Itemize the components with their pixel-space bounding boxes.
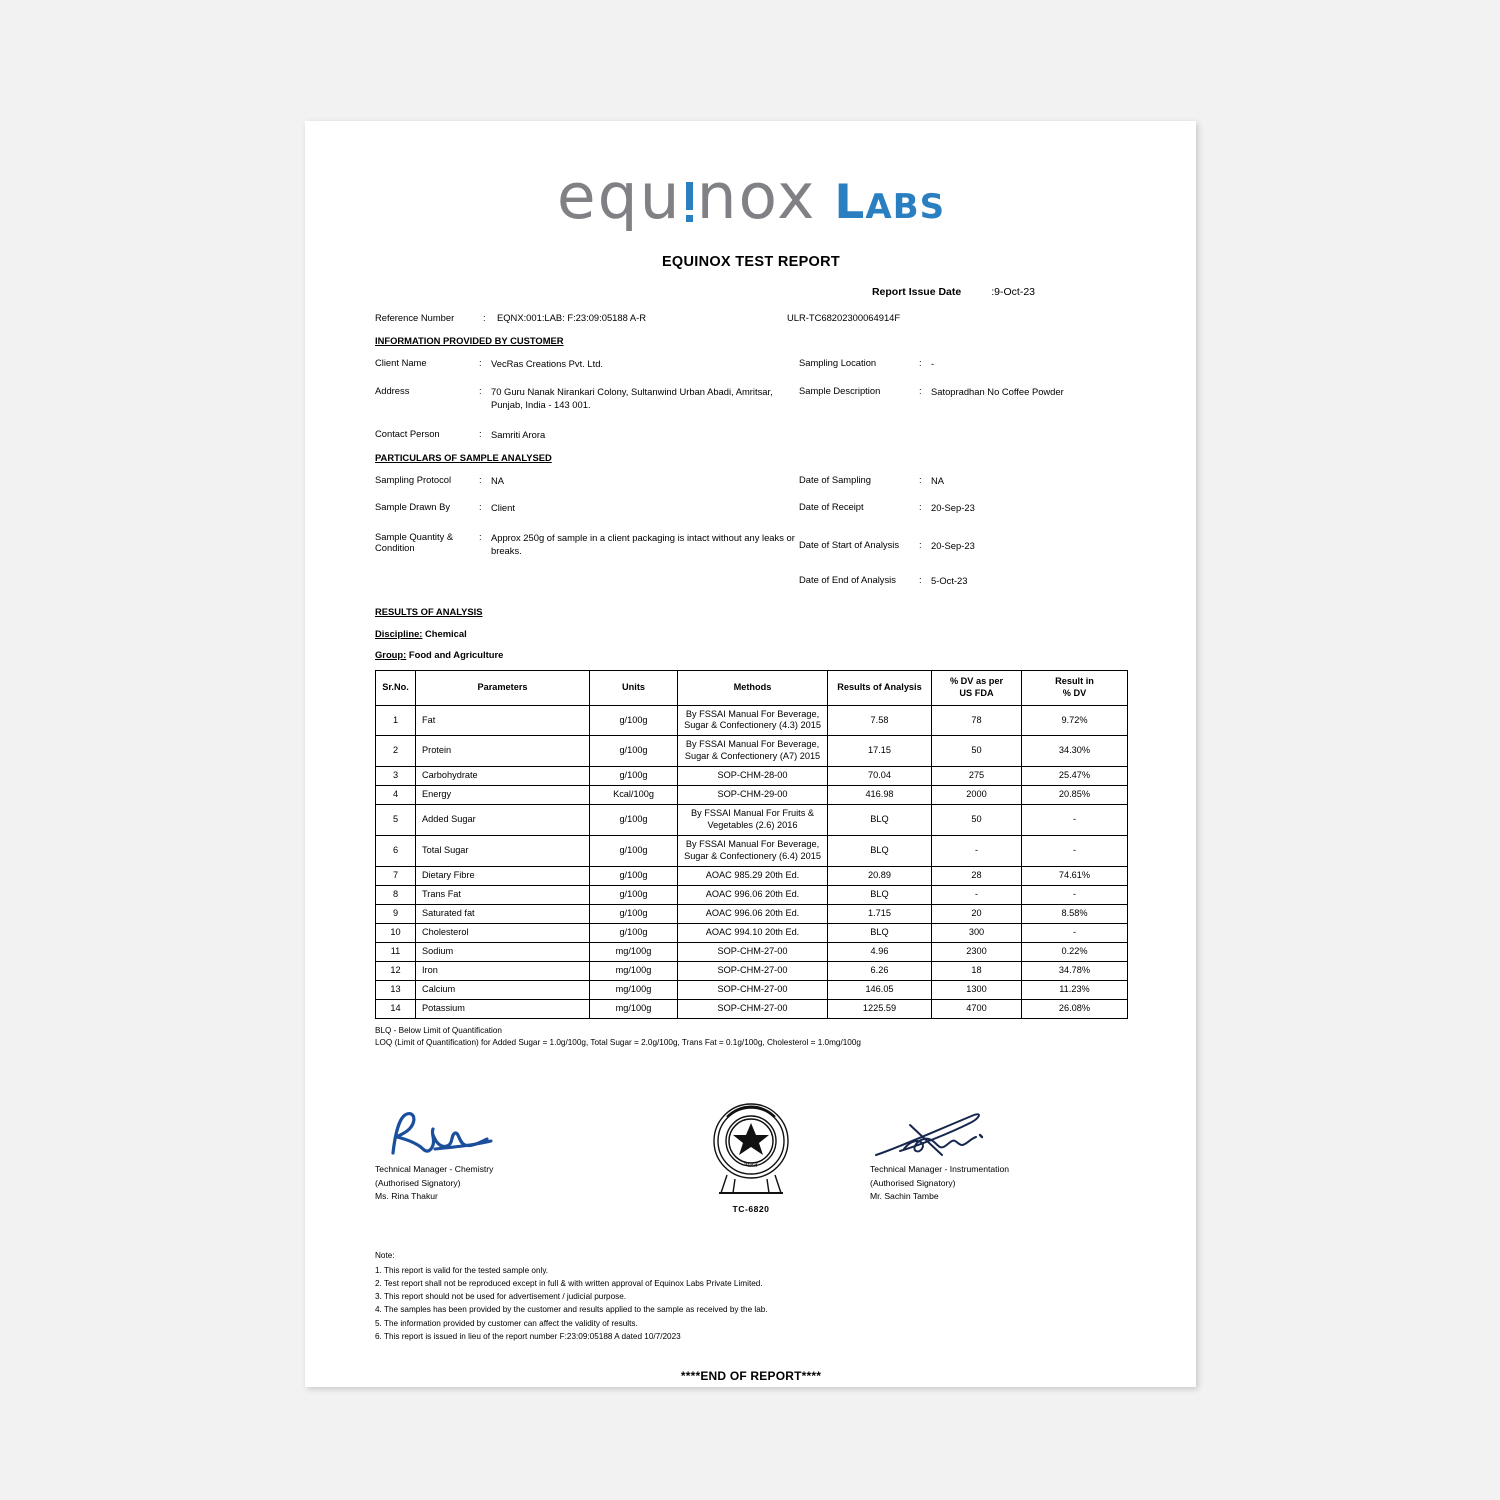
cell-result-dv: 25.47% xyxy=(1022,767,1128,786)
col-header-dv-line2: US FDA xyxy=(959,687,994,698)
cell-sr: 4 xyxy=(376,786,416,805)
table-footnotes xyxy=(375,1025,1127,1050)
cell-method: AOAC 996.06 20th Ed. xyxy=(678,886,828,905)
cell-result: 70.04 xyxy=(828,767,932,786)
table-row xyxy=(376,942,1128,961)
cell-dv: 2300 xyxy=(932,942,1022,961)
colon: : xyxy=(919,357,922,368)
particulars-block xyxy=(375,474,1127,588)
cell-dv: 20 xyxy=(932,904,1022,923)
sample-description-label: Sample Description xyxy=(799,384,881,396)
discipline-label: Discipline: xyxy=(375,627,423,639)
group-row xyxy=(375,649,1127,660)
colon: : xyxy=(919,574,922,585)
cell-result: BLQ xyxy=(828,836,932,867)
cell-units: g/100g xyxy=(590,736,678,767)
date-of-receipt-label: Date of Receipt xyxy=(799,501,864,513)
col-header-units: Units xyxy=(590,670,678,705)
colon: : xyxy=(919,538,922,550)
cell-result-dv: - xyxy=(1022,805,1128,836)
contact-person-value: Samriti Arora xyxy=(491,428,546,440)
cell-method: SOP-CHM-28-00 xyxy=(678,767,828,786)
client-name-label: Client Name xyxy=(375,357,427,368)
cell-result: BLQ xyxy=(828,886,932,905)
table-row xyxy=(376,980,1128,999)
table-row xyxy=(376,923,1128,942)
signature-image-instrumentation xyxy=(870,1105,1130,1163)
cell-sr: 3 xyxy=(376,767,416,786)
cell-method: SOP-CHM-27-00 xyxy=(678,942,828,961)
cell-parameter: Total Sugar xyxy=(416,836,590,867)
cell-method: By FSSAI Manual For Beverage, Sugar & Confectionery (A7) 2015 xyxy=(678,736,828,767)
cell-method: SOP-CHM-27-00 xyxy=(678,961,828,980)
discipline-row xyxy=(375,628,1127,639)
note-item: 4. The samples has been provided by the customer and results applied to the sample as received by the lab. xyxy=(375,1305,768,1315)
cell-dv: - xyxy=(932,836,1022,867)
cell-sr: 11 xyxy=(376,942,416,961)
cell-units: mg/100g xyxy=(590,980,678,999)
info-row xyxy=(375,531,1127,558)
discipline-value: Chemical xyxy=(425,627,467,639)
col-header-rdv-line1: Result in xyxy=(1055,675,1094,686)
report-page xyxy=(305,121,1196,1387)
cell-dv: 28 xyxy=(932,867,1022,886)
cell-result-dv: 11.23% xyxy=(1022,980,1128,999)
info-row xyxy=(375,474,1127,488)
col-header-results: Results of Analysis xyxy=(828,670,932,705)
date-of-sampling-label: Date of Sampling xyxy=(799,473,871,485)
colon: : xyxy=(479,427,482,439)
cell-parameter: Fat xyxy=(416,705,590,736)
ulr-value: ULR-TC68202300064914F xyxy=(787,312,901,323)
note-item: 3. This report should not be used for advertisement / judicial purpose. xyxy=(375,1292,627,1302)
info-row xyxy=(375,357,1127,371)
nabl-seal-icon xyxy=(705,1097,797,1197)
col-header-methods: Methods xyxy=(678,670,828,705)
col-header-parameters: Parameters xyxy=(416,670,590,705)
cell-result-dv: 34.30% xyxy=(1022,736,1128,767)
results-heading: RESULTS OF ANALYSIS xyxy=(375,605,483,617)
date-end-analysis-value: 5-Oct-23 xyxy=(931,575,968,586)
cell-dv: 78 xyxy=(932,705,1022,736)
cell-sr: 1 xyxy=(376,705,416,736)
footnote-blq: BLQ - Below Limit of Quantification xyxy=(375,1025,502,1035)
cell-result: 1.715 xyxy=(828,904,932,923)
signature-area xyxy=(375,1105,1127,1235)
cell-method: SOP-CHM-27-00 xyxy=(678,999,828,1018)
nabl-seal xyxy=(686,1097,816,1214)
customer-info-block xyxy=(375,357,1127,442)
sampling-location-value: - xyxy=(931,358,935,369)
cell-result: 146.05 xyxy=(828,980,932,999)
colon: : xyxy=(919,384,922,396)
cell-units: g/100g xyxy=(590,767,678,786)
colon: : xyxy=(919,473,922,485)
cell-parameter: Carbohydrate xyxy=(416,767,590,786)
seal-number: TC-6820 xyxy=(732,1204,770,1215)
date-start-analysis-label: Date of Start of Analysis xyxy=(799,538,900,550)
cell-result-dv: 0.22% xyxy=(1022,942,1128,961)
reference-label: Reference Number xyxy=(375,312,455,323)
cell-result: 1225.59 xyxy=(828,999,932,1018)
cell-dv: 2000 xyxy=(932,786,1022,805)
cell-units: Kcal/100g xyxy=(590,786,678,805)
logo-equ: equ xyxy=(556,160,682,233)
cell-parameter: Added Sugar xyxy=(416,805,590,836)
col-header-dv xyxy=(932,670,1022,705)
cell-result: 6.26 xyxy=(828,961,932,980)
sampling-location-label: Sampling Location xyxy=(799,357,877,368)
cell-method: By FSSAI Manual For Beverage, Sugar & Confectionery (4.3) 2015 xyxy=(678,705,828,736)
issue-date-label: Report Issue Date xyxy=(871,286,962,298)
cell-method: By FSSAI Manual For Beverage, Sugar & Confectionery (6.4) 2015 xyxy=(678,836,828,867)
end-of-report: ****END OF REPORT**** xyxy=(680,1369,822,1384)
notes-section xyxy=(375,1249,1127,1343)
particulars-heading: PARTICULARS OF SAMPLE ANALYSED xyxy=(375,451,552,463)
page-title: EQUINOX TEST REPORT xyxy=(661,254,841,270)
notes-heading: Note: xyxy=(375,1251,395,1261)
equinox-labs-logo xyxy=(375,160,1127,233)
date-start-analysis-value: 20-Sep-23 xyxy=(931,539,975,551)
col-header-sr: Sr.No. xyxy=(376,670,416,705)
table-row xyxy=(376,736,1128,767)
cell-method: SOP-CHM-29-00 xyxy=(678,786,828,805)
cell-parameter: Protein xyxy=(416,736,590,767)
sample-drawn-by-label: Sample Drawn By xyxy=(375,501,451,513)
cell-result-dv: - xyxy=(1022,923,1128,942)
table-row xyxy=(376,836,1128,867)
logo-labs-text xyxy=(834,175,946,230)
cell-result-dv: 9.72% xyxy=(1022,705,1128,736)
reference-colon: : xyxy=(483,312,486,323)
cell-method: AOAC 985.29 20th Ed. xyxy=(678,867,828,886)
logo-nox: nox xyxy=(696,160,817,233)
cell-units: g/100g xyxy=(590,904,678,923)
info-row xyxy=(375,501,1127,515)
cell-result-dv: 74.61% xyxy=(1022,867,1128,886)
issue-date-value: :9-Oct-23 xyxy=(991,286,1035,298)
cell-result: 416.98 xyxy=(828,786,932,805)
results-table xyxy=(375,670,1128,1019)
colon: : xyxy=(479,530,482,542)
table-row xyxy=(376,705,1128,736)
cell-sr: 2 xyxy=(376,736,416,767)
table-row xyxy=(376,786,1128,805)
sig-title-chemistry: Technical Manager - Chemistry xyxy=(375,1164,494,1175)
date-end-analysis-label: Date of End of Analysis xyxy=(799,574,896,585)
note-item: 5. The information provided by customer can affect the validity of results. xyxy=(375,1318,638,1328)
cell-parameter: Saturated fat xyxy=(416,904,590,923)
sig-name-instrumentation: Mr. Sachin Tambe xyxy=(870,1190,939,1201)
sample-quantity-value: Approx 250g of sample in a client packaging is intact without any leaks or breaks. xyxy=(491,531,795,557)
cell-method: SOP-CHM-27-00 xyxy=(678,980,828,999)
cell-units: g/100g xyxy=(590,867,678,886)
info-row xyxy=(375,574,1127,588)
logo-equinox-text xyxy=(556,160,817,233)
col-header-result-dv xyxy=(1022,670,1128,705)
reference-row xyxy=(375,312,1127,323)
colon: : xyxy=(479,473,482,485)
table-row xyxy=(376,886,1128,905)
cell-method: AOAC 996.06 20th Ed. xyxy=(678,904,828,923)
cell-result-dv: 20.85% xyxy=(1022,786,1128,805)
cell-units: g/100g xyxy=(590,886,678,905)
cell-result-dv: 26.08% xyxy=(1022,999,1128,1018)
table-row xyxy=(376,767,1128,786)
table-row xyxy=(376,999,1128,1018)
cell-result-dv: - xyxy=(1022,886,1128,905)
cell-parameter: Cholesterol xyxy=(416,923,590,942)
table-header-row xyxy=(376,670,1128,705)
sampling-protocol-value: NA xyxy=(491,474,505,486)
sig-authorised-instrumentation: (Authorised Signatory) xyxy=(870,1177,956,1188)
signature-block-chemistry xyxy=(375,1105,675,1203)
client-name-value: VecRas Creations Pvt. Ltd. xyxy=(491,358,604,369)
cell-parameter: Sodium xyxy=(416,942,590,961)
sig-title-instrumentation: Technical Manager - Instrumentation xyxy=(870,1164,1010,1175)
cell-result: 17.15 xyxy=(828,736,932,767)
cell-dv: - xyxy=(932,886,1022,905)
sig-authorised-chemistry: (Authorised Signatory) xyxy=(375,1177,461,1188)
cell-parameter: Potassium xyxy=(416,999,590,1018)
cell-sr: 7 xyxy=(376,867,416,886)
reference-value: EQNX:001:LAB: F:23:09:05188 A-R xyxy=(497,312,647,323)
contact-person-label: Contact Person xyxy=(375,427,440,439)
cell-units: g/100g xyxy=(590,923,678,942)
group-value: Food and Agriculture xyxy=(408,648,504,660)
date-of-sampling-value: NA xyxy=(931,474,945,486)
note-item: 2. Test report shall not be reproduced except in full & with written approval of Equinox Labs Private Limited. xyxy=(375,1278,763,1288)
cell-result: 20.89 xyxy=(828,867,932,886)
cell-sr: 6 xyxy=(376,836,416,867)
customer-info-heading: INFORMATION PROVIDED BY CUSTOMER xyxy=(375,335,564,346)
report-issue-date xyxy=(375,286,1127,298)
cell-parameter: Calcium xyxy=(416,980,590,999)
cell-dv: 18 xyxy=(932,961,1022,980)
note-item: 6. This report is issued in lieu of the report number F:23:09:05188 A dated 10/7/2023 xyxy=(375,1331,681,1341)
cell-sr: 12 xyxy=(376,961,416,980)
cell-units: mg/100g xyxy=(590,942,678,961)
cell-dv: 4700 xyxy=(932,999,1022,1018)
address-value: 70 Guru Nanak Nirankari Colony, Sultanwind Urban Abadi, Amritsar, Punjab, India - 143 001. xyxy=(491,385,773,411)
colon: : xyxy=(919,501,922,513)
cell-units: g/100g xyxy=(590,705,678,736)
footnote-loq: LOQ (Limit of Quantification) for Added Sugar = 1.0g/100g, Total Sugar = 2.0g/100g, Trans Fat = 0.1g/100g, Cholesterol = 1.0mg/100g xyxy=(375,1037,861,1047)
address-label: Address xyxy=(375,384,410,396)
cell-sr: 5 xyxy=(376,805,416,836)
signature-image-chemistry xyxy=(375,1105,675,1163)
cell-parameter: Energy xyxy=(416,786,590,805)
sample-description-value: Satopradhan No Coffee Powder xyxy=(931,385,1064,397)
table-row xyxy=(376,904,1128,923)
cell-sr: 10 xyxy=(376,923,416,942)
cell-result-dv: 34.78% xyxy=(1022,961,1128,980)
colon: : xyxy=(479,357,482,368)
svg-text:भारत: भारत xyxy=(744,1162,758,1170)
cell-result: 7.58 xyxy=(828,705,932,736)
note-item: 1. This report is valid for the tested sample only. xyxy=(375,1265,549,1275)
cell-parameter: Iron xyxy=(416,961,590,980)
cell-sr: 9 xyxy=(376,904,416,923)
cell-dv: 50 xyxy=(932,805,1022,836)
cell-parameter: Trans Fat xyxy=(416,886,590,905)
col-header-dv-line1: % DV as per xyxy=(949,675,1004,686)
cell-sr: 13 xyxy=(376,980,416,999)
cell-units: mg/100g xyxy=(590,961,678,980)
sample-drawn-by-value: Client xyxy=(491,502,515,514)
cell-units: mg/100g xyxy=(590,999,678,1018)
cell-method: AOAC 994.10 20th Ed. xyxy=(678,923,828,942)
cell-units: g/100g xyxy=(590,836,678,867)
cell-result-dv: - xyxy=(1022,836,1128,867)
cell-result-dv: 8.58% xyxy=(1022,904,1128,923)
cell-result: BLQ xyxy=(828,805,932,836)
date-of-receipt-value: 20-Sep-23 xyxy=(931,502,975,514)
group-label: Group: xyxy=(375,648,407,660)
signature-block-instrumentation xyxy=(870,1105,1130,1203)
info-row xyxy=(375,428,1127,442)
cell-method: By FSSAI Manual For Fruits & Vegetables (2.6) 2016 xyxy=(678,805,828,836)
cell-result: 4.96 xyxy=(828,942,932,961)
col-header-rdv-line2: % DV xyxy=(1062,687,1087,698)
sample-quantity-label: Sample Quantity & Condition xyxy=(375,530,454,553)
cell-dv: 275 xyxy=(932,767,1022,786)
cell-sr: 8 xyxy=(376,886,416,905)
table-row xyxy=(376,961,1128,980)
table-row xyxy=(376,867,1128,886)
cell-dv: 50 xyxy=(932,736,1022,767)
cell-units: g/100g xyxy=(590,805,678,836)
cell-result: BLQ xyxy=(828,923,932,942)
cell-sr: 14 xyxy=(376,999,416,1018)
table-row xyxy=(376,805,1128,836)
colon: : xyxy=(479,501,482,513)
colon: : xyxy=(479,384,482,396)
cell-dv: 300 xyxy=(932,923,1022,942)
info-row xyxy=(375,385,1127,412)
sampling-protocol-label: Sampling Protocol xyxy=(375,473,452,485)
logo-labs-l: L xyxy=(834,175,866,230)
logo-labs-abs: ABS xyxy=(865,187,946,227)
cell-parameter: Dietary Fibre xyxy=(416,867,590,886)
cell-dv: 1300 xyxy=(932,980,1022,999)
sig-name-chemistry: Ms. Rina Thakur xyxy=(375,1190,438,1201)
